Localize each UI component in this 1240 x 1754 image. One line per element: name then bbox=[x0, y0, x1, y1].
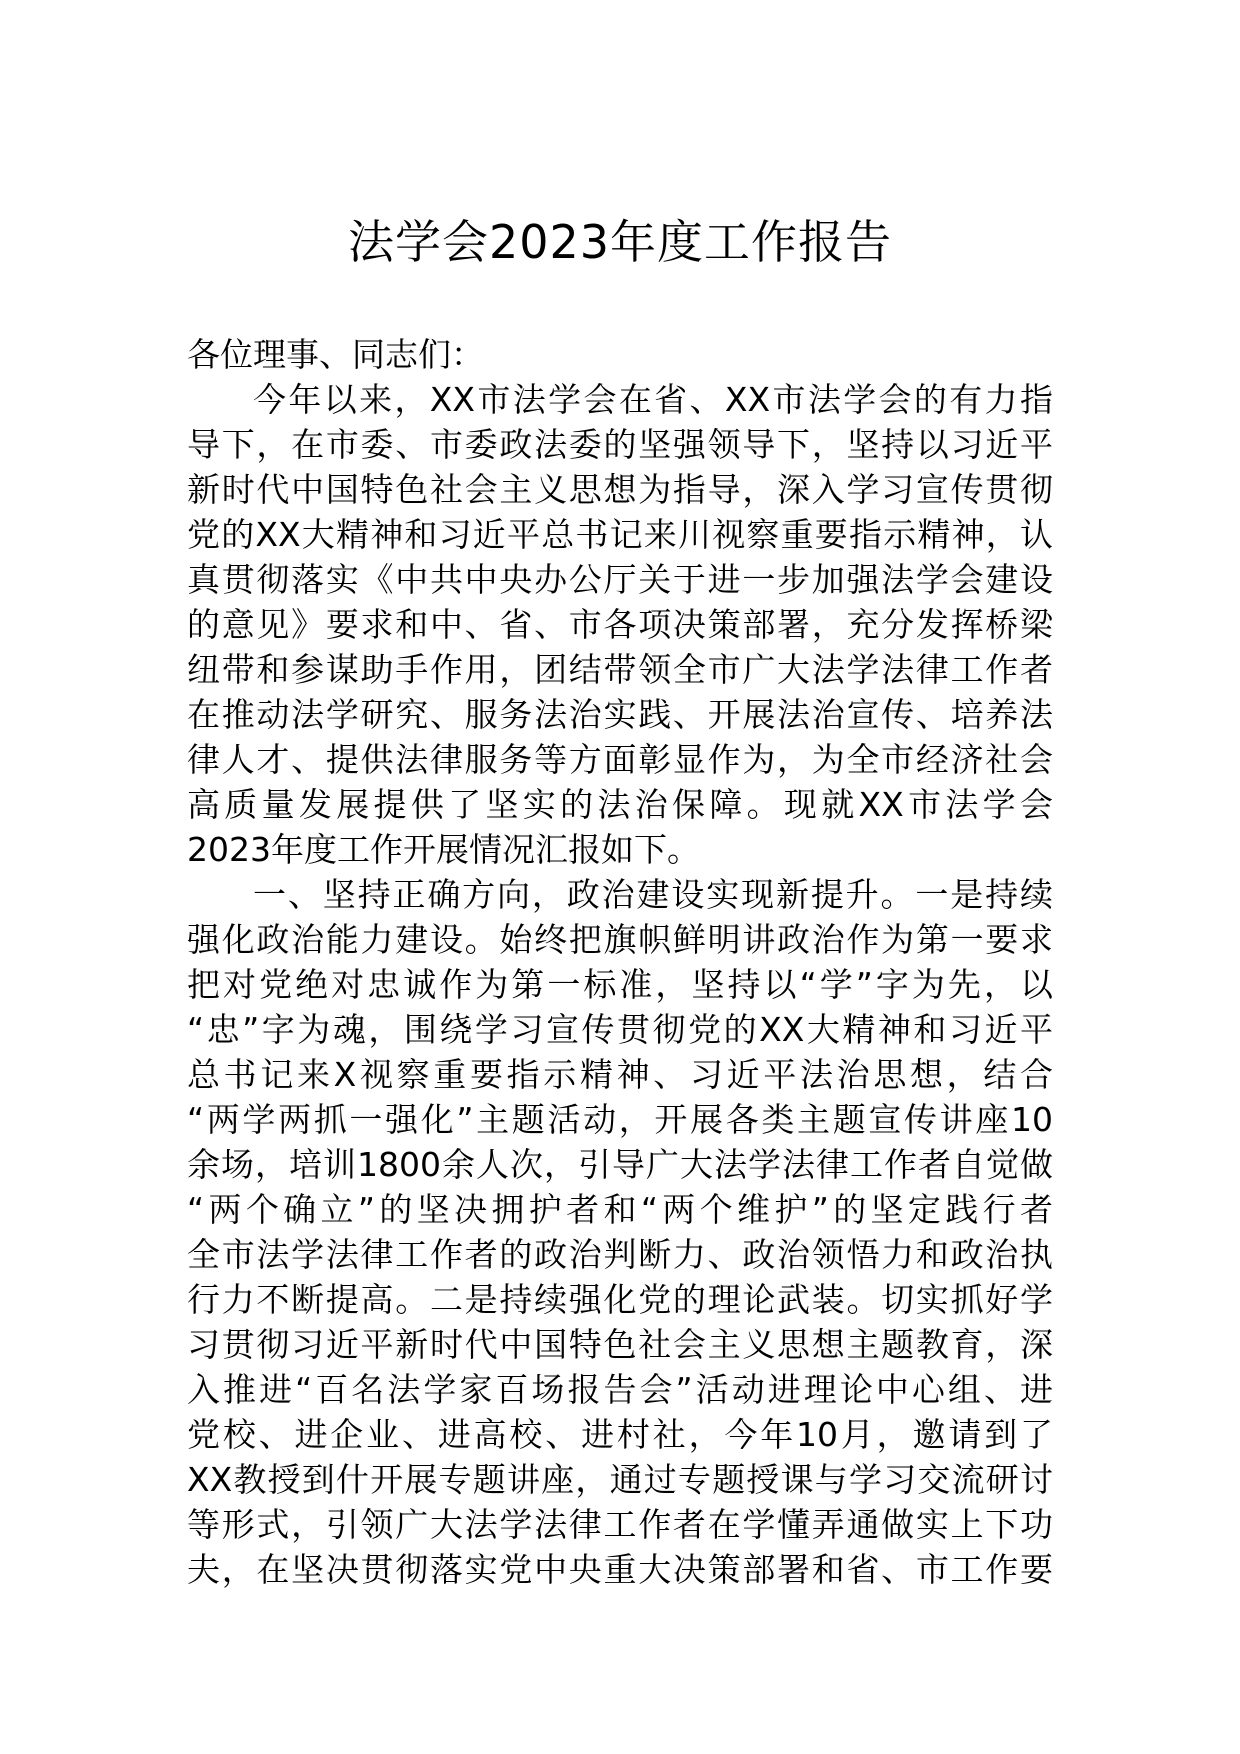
paragraph-line: 律人才、提供法律服务等方面彰显作为，为全市经济社会 bbox=[187, 740, 1053, 779]
paragraph-line: 真贯彻落实《中共中央办公厅关于进一步加强法学会建设 bbox=[187, 560, 1053, 599]
paragraph-line: “两个确立”的坚决拥护者和“两个维护”的坚定践行者 bbox=[187, 1190, 1053, 1229]
paragraph-line: 党校、进企业、进高校、进村社，今年10月，邀请到了 bbox=[187, 1415, 1053, 1454]
paragraph-line: 的意见》要求和中、省、市各项决策部署，充分发挥桥梁 bbox=[187, 605, 1053, 644]
paragraph-line: 行力不断提高。二是持续强化党的理论武装。切实抓好学 bbox=[187, 1280, 1053, 1319]
paragraph-line: 一、坚持正确方向，政治建设实现新提升。一是持续 bbox=[253, 875, 1053, 914]
paragraph-line: 余场，培训1800余人次，引导广大法学法律工作者自觉做 bbox=[187, 1145, 1053, 1184]
document-body bbox=[187, 332, 1053, 1592]
document-title: 法学会2023年度工作报告 bbox=[347, 215, 893, 269]
paragraph-line: 纽带和参谋助手作用，团结带领全市广大法学法律工作者 bbox=[187, 650, 1053, 689]
salutation-line: 各位理事、同志们： bbox=[187, 335, 484, 374]
paragraph-line: 等形式，引领广大法学法律工作者在学懂弄通做实上下功 bbox=[187, 1505, 1053, 1544]
paragraph-line: 入推进“百名法学家百场报告会”活动进理论中心组、进 bbox=[187, 1370, 1053, 1409]
paragraph-line: 夫，在坚决贯彻落实党中央重大决策部署和省、市工作要 bbox=[187, 1550, 1053, 1589]
paragraph-line: 导下，在市委、市委政法委的坚强领导下，坚持以习近平 bbox=[187, 425, 1053, 464]
paragraph-line: “两学两抓一强化”主题活动，开展各类主题宣传讲座10 bbox=[187, 1100, 1053, 1139]
paragraph-line: 新时代中国特色社会主义思想为指导，深入学习宣传贯彻 bbox=[187, 470, 1053, 509]
paragraph-line: 强化政治能力建设。始终把旗帜鲜明讲政治作为第一要求 bbox=[187, 920, 1053, 959]
paragraph-line: 把对党绝对忠诚作为第一标准，坚持以“学”字为先，以 bbox=[187, 965, 1053, 1004]
paragraph-line: 总书记来X视察重要指示精神、习近平法治思想，结合 bbox=[187, 1055, 1053, 1094]
paragraph-line: 在推动法学研究、服务法治实践、开展法治宣传、培养法 bbox=[187, 695, 1053, 734]
paragraph-line: “忠”字为魂，围绕学习宣传贯彻党的XX大精神和习近平 bbox=[187, 1010, 1053, 1049]
paragraph-line: 2023年度工作开展情况汇报如下。 bbox=[187, 830, 700, 869]
paragraph-line: 全市法学法律工作者的政治判断力、政治领悟力和政治执 bbox=[187, 1235, 1053, 1274]
paragraph-line: 今年以来，XX市法学会在省、XX市法学会的有力指 bbox=[253, 380, 1053, 419]
paragraph-line: 党的XX大精神和习近平总书记来川视察重要指示精神，认 bbox=[187, 515, 1053, 554]
paragraph-line: 习贯彻习近平新时代中国特色社会主义思想主题教育，深 bbox=[187, 1325, 1053, 1364]
paragraph-line: XX教授到什开展专题讲座，通过专题授课与学习交流研讨 bbox=[187, 1460, 1053, 1499]
paragraph-line: 高质量发展提供了坚实的法治保障。现就XX市法学会 bbox=[187, 785, 1053, 824]
